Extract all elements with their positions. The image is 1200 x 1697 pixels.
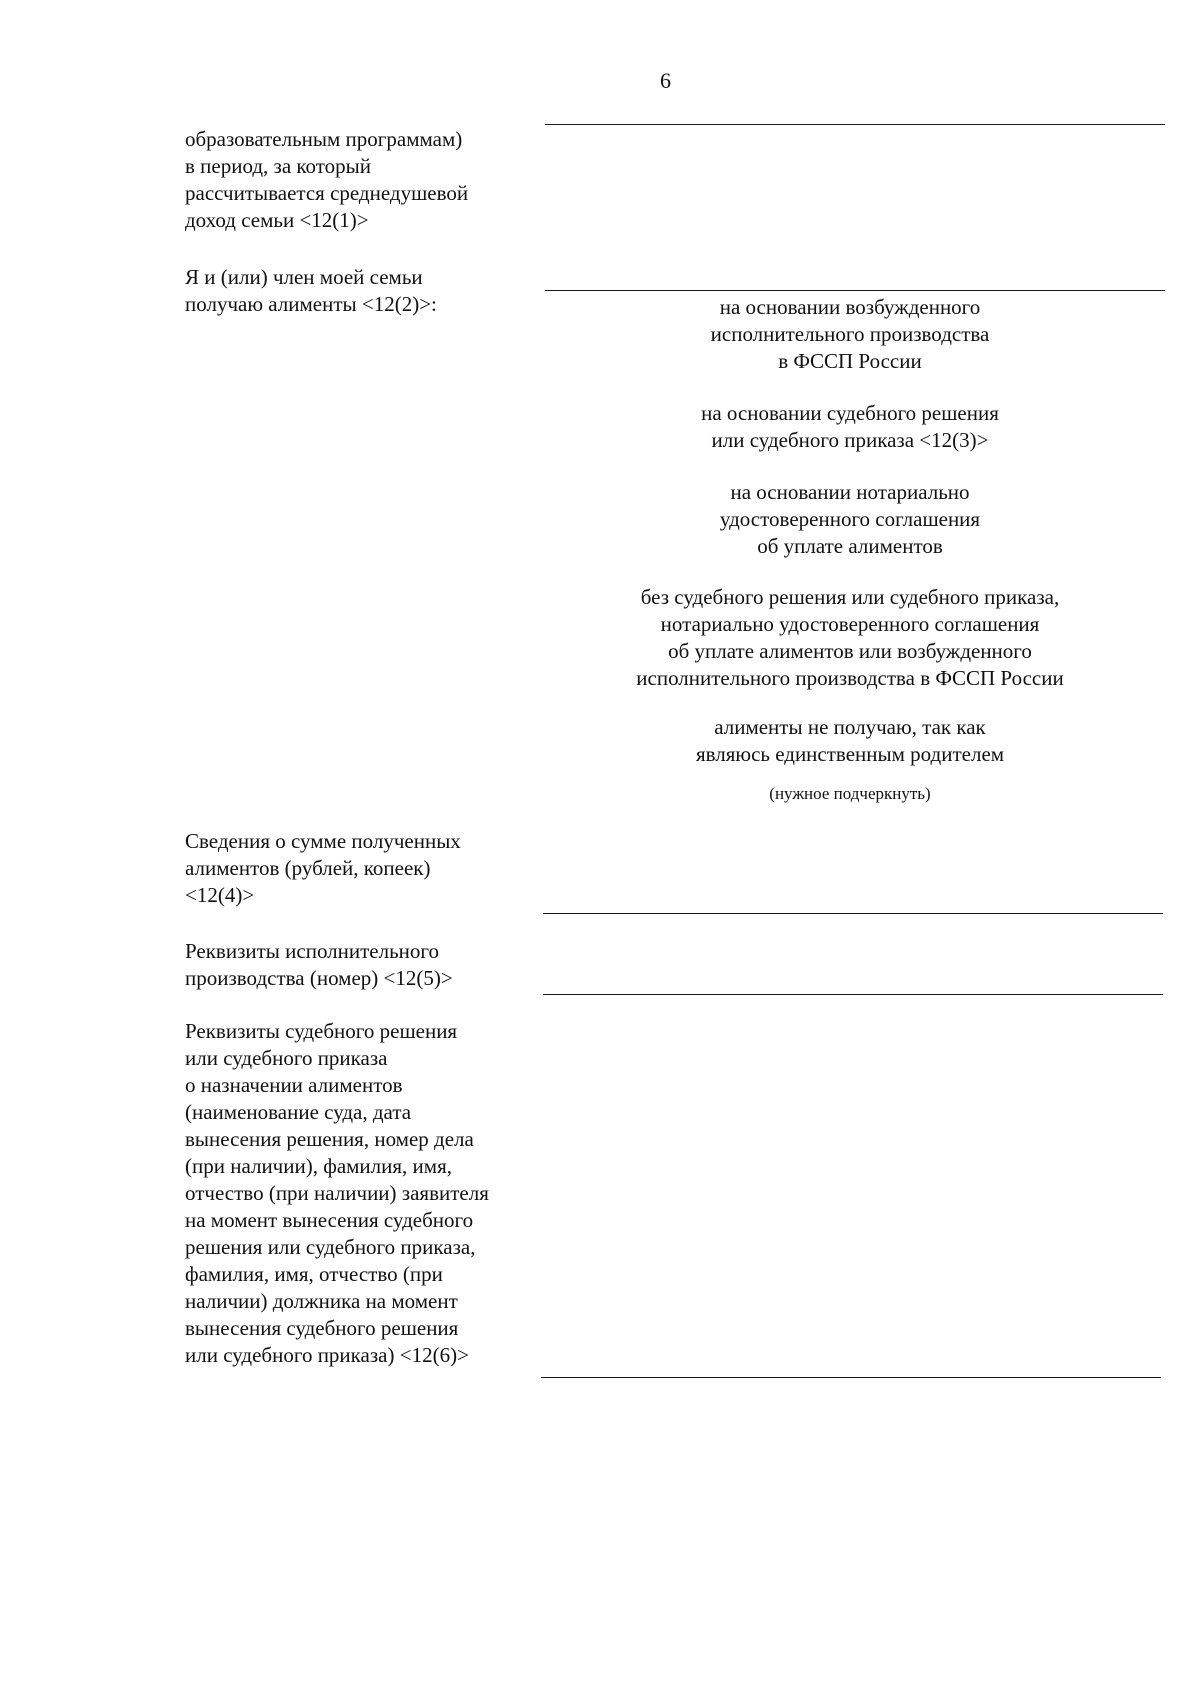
option-line: нотариально удостоверенного соглашения: [660, 612, 1040, 636]
label-line: вынесения решения, номер дела: [185, 1127, 474, 1151]
option-line: исполнительного производства: [710, 322, 990, 346]
option-line: являюсь единственным родителем: [695, 742, 1005, 766]
label-line: (наименование суда, дата: [185, 1100, 412, 1124]
label-line: производства (номер) <12(5)>: [185, 966, 453, 990]
label-line: Реквизиты исполнительного: [185, 939, 440, 963]
underline-hint: (нужное подчеркнуть): [769, 784, 931, 803]
label-line: рассчитывается среднедушевой: [185, 181, 469, 205]
alimony-sum-label: [185, 828, 555, 909]
label-line: в период, за который: [185, 154, 372, 178]
option-line: на основании судебного решения: [701, 401, 999, 425]
label-line: или судебного приказа: [185, 1046, 388, 1070]
option-line: удостоверенного соглашения: [719, 507, 981, 531]
alimony-field-line[interactable]: [545, 290, 1165, 291]
alimony-label: [185, 264, 555, 318]
label-line: образовательным программам): [185, 127, 463, 151]
option-line: исполнительного производства в ФССП России: [636, 666, 1064, 690]
label-line: наличии) должника на момент: [185, 1289, 458, 1313]
label-line: решения или судебного приказа,: [185, 1235, 476, 1259]
option-line: об уплате алиментов: [757, 534, 943, 558]
label-line: Сведения о сумме полученных: [185, 829, 461, 853]
option-line: без судебного решения или судебного приказа,: [640, 585, 1060, 609]
income-period-field-line[interactable]: [545, 124, 1165, 125]
label-line: Я и (или) член моей семьи: [185, 265, 423, 289]
label-line: вынесения судебного решения: [185, 1316, 459, 1340]
option-line: алименты не получаю, так как: [714, 715, 986, 739]
option-line: или судебного приказа <12(3)>: [711, 428, 989, 452]
label-line: <12(4)>: [185, 883, 255, 907]
label-line: доход семьи <12(1)>: [185, 208, 369, 232]
court-decision-field-line[interactable]: [541, 1377, 1161, 1378]
label-line: получаю алименты <12(2)>:: [185, 292, 437, 316]
option-line: в ФССП России: [778, 349, 922, 373]
label-line: Реквизиты судебного решения: [185, 1019, 458, 1043]
option-line: об уплате алиментов или возбужденного: [668, 639, 1032, 663]
option-line: на основании нотариально: [730, 480, 970, 504]
page-number: 6: [660, 68, 671, 93]
alimony-option-fssp[interactable]: [590, 294, 1110, 375]
court-decision-label: [185, 1018, 555, 1369]
label-line: на момент вынесения судебного: [185, 1208, 474, 1232]
label-line: алиментов (рублей, копеек): [185, 856, 431, 880]
alimony-sum-field-line[interactable]: [543, 913, 1163, 914]
enforcement-label: [185, 938, 555, 992]
option-line: на основании возбужденного: [719, 295, 981, 319]
label-line: отчество (при наличии) заявителя: [185, 1181, 489, 1205]
alimony-option-voluntary[interactable]: [590, 584, 1110, 692]
label-line: о назначении алиментов: [185, 1073, 403, 1097]
alimony-option-single-parent[interactable]: [590, 714, 1110, 768]
label-line: (при наличии), фамилия, имя,: [185, 1154, 452, 1178]
enforcement-field-line[interactable]: [543, 994, 1163, 995]
label-line: или судебного приказа) <12(6)>: [185, 1343, 469, 1367]
alimony-option-notarial[interactable]: [590, 479, 1110, 560]
label-line: фамилия, имя, отчество (при: [185, 1262, 443, 1286]
alimony-option-court[interactable]: [590, 400, 1110, 454]
income-period-label: [185, 126, 555, 234]
